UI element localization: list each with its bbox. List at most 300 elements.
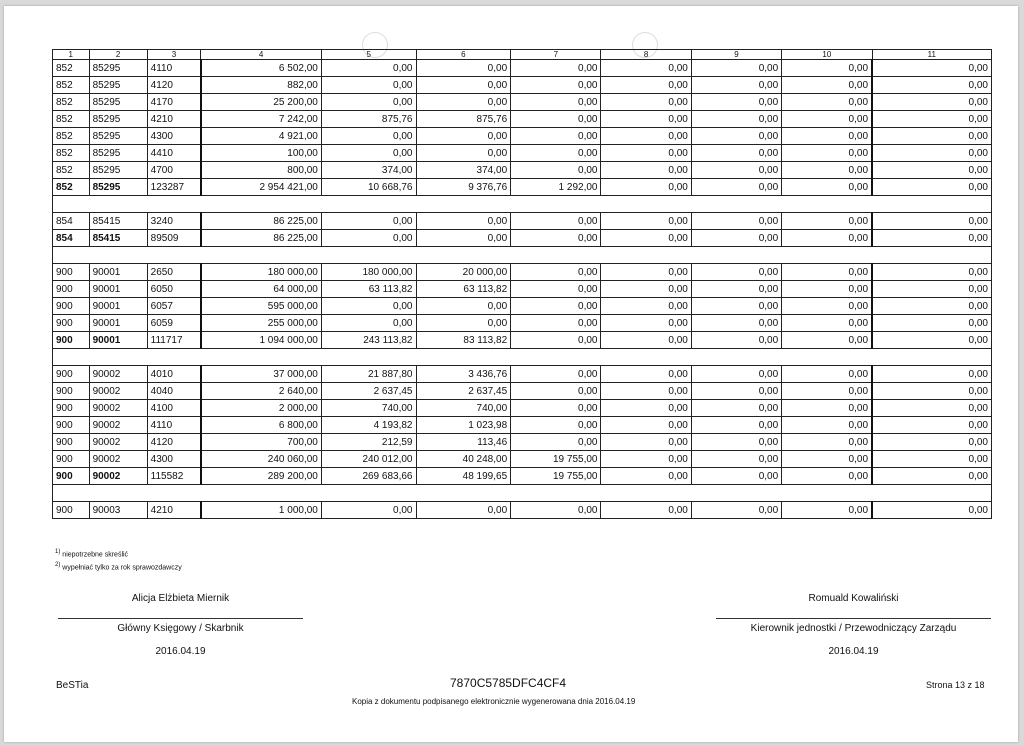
- table-row: [53, 145, 992, 162]
- table-cell: 0,00: [872, 77, 991, 94]
- page-number: Strona 13 z 18: [926, 680, 985, 690]
- table-cell: 6050: [147, 281, 201, 298]
- table-cell: 85295: [89, 60, 147, 77]
- table-cell: 0,00: [601, 77, 691, 94]
- table-cell: 255 000,00: [201, 315, 321, 332]
- table-cell: 0,00: [691, 145, 781, 162]
- table-cell: 64 000,00: [201, 281, 321, 298]
- table-cell: 19 755,00: [511, 468, 601, 485]
- table-cell: 0,00: [511, 60, 601, 77]
- table-cell: 90002: [89, 383, 147, 400]
- column-number-header: 11: [872, 50, 991, 60]
- block-separator: [53, 349, 992, 366]
- table-cell: 63 113,82: [416, 281, 511, 298]
- table-cell: 0,00: [511, 383, 601, 400]
- table-cell: 0,00: [691, 179, 781, 196]
- table-cell: 83 113,82: [416, 332, 511, 349]
- table-cell: 852: [53, 77, 90, 94]
- table-cell: 0,00: [782, 451, 872, 468]
- table-row: [53, 315, 992, 332]
- table-cell: 0,00: [601, 434, 691, 451]
- app-name: BeSTia: [56, 680, 89, 691]
- table-cell: 740,00: [416, 400, 511, 417]
- table-cell: 0,00: [416, 94, 511, 111]
- table-cell: 0,00: [782, 162, 872, 179]
- table-cell: 0,00: [782, 230, 872, 247]
- table-row: [53, 502, 992, 519]
- table-cell: 4040: [147, 383, 201, 400]
- table-summary-row: [53, 179, 992, 196]
- table-cell: 0,00: [511, 77, 601, 94]
- table-cell: 0,00: [691, 128, 781, 145]
- table-cell: 0,00: [872, 383, 991, 400]
- table-cell: 37 000,00: [201, 366, 321, 383]
- signature-line: [58, 618, 303, 619]
- table-row: [53, 77, 992, 94]
- table-cell: 0,00: [601, 230, 691, 247]
- table-cell: 0,00: [416, 128, 511, 145]
- table-cell: 180 000,00: [321, 264, 416, 281]
- table-cell: 123287: [147, 179, 201, 196]
- table-cell: 852: [53, 179, 90, 196]
- table-cell: 0,00: [872, 230, 991, 247]
- table-cell: 0,00: [872, 145, 991, 162]
- table-cell: 212,59: [321, 434, 416, 451]
- table-cell: 0,00: [782, 315, 872, 332]
- table-cell: 4120: [147, 434, 201, 451]
- table-cell: 0,00: [601, 60, 691, 77]
- table-cell: 0,00: [872, 94, 991, 111]
- table-cell: 852: [53, 162, 90, 179]
- table-cell: 0,00: [872, 298, 991, 315]
- table-cell: 0,00: [321, 502, 416, 519]
- column-number-header: 10: [782, 50, 872, 60]
- table-cell: 0,00: [321, 230, 416, 247]
- footnote-1: [55, 547, 182, 560]
- table-cell: 852: [53, 94, 90, 111]
- table-cell: 0,00: [782, 281, 872, 298]
- table-summary-row: [53, 468, 992, 485]
- separator-cell: [53, 247, 992, 264]
- footnote-mark: 2): [55, 562, 61, 569]
- table-cell: 85295: [89, 145, 147, 162]
- table-cell: 4300: [147, 451, 201, 468]
- table-cell: 0,00: [782, 60, 872, 77]
- table-cell: 0,00: [872, 162, 991, 179]
- column-number-header: 5: [321, 50, 416, 60]
- table-cell: 0,00: [691, 60, 781, 77]
- table-cell: 1 292,00: [511, 179, 601, 196]
- table-cell: 900: [53, 332, 90, 349]
- table-cell: 595 000,00: [201, 298, 321, 315]
- table-summary-row: [53, 332, 992, 349]
- table-cell: 85415: [89, 213, 147, 230]
- table-cell: 1 000,00: [201, 502, 321, 519]
- table-cell: 0,00: [872, 502, 991, 519]
- block-separator: [53, 247, 992, 264]
- table-cell: 1 094 000,00: [201, 332, 321, 349]
- footnote-2: [55, 560, 182, 573]
- table-cell: 900: [53, 451, 90, 468]
- table-cell: 0,00: [601, 281, 691, 298]
- table-cell: 4300: [147, 128, 201, 145]
- table-cell: 374,00: [321, 162, 416, 179]
- document-hash: 7870C5785DFC4CF4: [450, 676, 567, 690]
- table-cell: 0,00: [416, 502, 511, 519]
- table-cell: 0,00: [782, 417, 872, 434]
- table-cell: 7 242,00: [201, 111, 321, 128]
- table-cell: 900: [53, 264, 90, 281]
- table-cell: 0,00: [601, 111, 691, 128]
- table-cell: 0,00: [416, 60, 511, 77]
- financial-report-table: [52, 49, 992, 519]
- table-cell: 4120: [147, 77, 201, 94]
- table-cell: 0,00: [416, 298, 511, 315]
- table-cell: 0,00: [691, 451, 781, 468]
- table-cell: 6 800,00: [201, 417, 321, 434]
- table-cell: 852: [53, 60, 90, 77]
- table-cell: 0,00: [601, 264, 691, 281]
- table-row: [53, 94, 992, 111]
- table-cell: 0,00: [872, 179, 991, 196]
- footnote-mark: 1): [55, 549, 61, 555]
- table-cell: 0,00: [601, 179, 691, 196]
- footnote-text: wypełniać tylko za rok sprawozdawczy: [62, 564, 182, 572]
- block-separator: [53, 485, 992, 502]
- table-cell: 4 193,82: [321, 417, 416, 434]
- table-cell: 90002: [89, 417, 147, 434]
- table-row: [53, 162, 992, 179]
- table-cell: 0,00: [782, 213, 872, 230]
- table-cell: 0,00: [601, 383, 691, 400]
- table-cell: 243 113,82: [321, 332, 416, 349]
- footnotes: [55, 547, 182, 574]
- table-cell: 20 000,00: [416, 264, 511, 281]
- signature-date: 2016.04.19: [155, 646, 206, 657]
- table-cell: 2 954 421,00: [201, 179, 321, 196]
- table-cell: 0,00: [691, 298, 781, 315]
- table-cell: 3240: [147, 213, 201, 230]
- table-cell: 4100: [147, 400, 201, 417]
- table-row: [53, 400, 992, 417]
- table-cell: 0,00: [782, 502, 872, 519]
- table-cell: 0,00: [782, 400, 872, 417]
- table-cell: 4700: [147, 162, 201, 179]
- table-cell: 0,00: [601, 162, 691, 179]
- table-row: [53, 366, 992, 383]
- table-cell: 900: [53, 417, 90, 434]
- column-number-header: 7: [511, 50, 601, 60]
- table-cell: 875,76: [321, 111, 416, 128]
- table-cell: 100,00: [201, 145, 321, 162]
- copy-note: Kopia z dokumentu podpisanego elektronicznie wygenerowana dnia 2016.04.19: [352, 697, 636, 706]
- table-cell: 4210: [147, 502, 201, 519]
- table-cell: 0,00: [601, 315, 691, 332]
- table-cell: 9 376,76: [416, 179, 511, 196]
- table-cell: 900: [53, 502, 90, 519]
- table-cell: 0,00: [511, 230, 601, 247]
- table-cell: 4 921,00: [201, 128, 321, 145]
- table-cell: 0,00: [691, 366, 781, 383]
- table-cell: 85415: [89, 230, 147, 247]
- table-cell: 0,00: [782, 179, 872, 196]
- table-cell: 4110: [147, 60, 201, 77]
- table-cell: 0,00: [782, 94, 872, 111]
- signature-date: 2016.04.19: [828, 646, 879, 657]
- table-cell: 0,00: [321, 298, 416, 315]
- table-cell: 0,00: [511, 145, 601, 162]
- table-cell: 0,00: [872, 281, 991, 298]
- table-cell: 0,00: [782, 128, 872, 145]
- table-cell: 0,00: [782, 434, 872, 451]
- block-separator: [53, 196, 992, 213]
- table-cell: 2 637,45: [321, 383, 416, 400]
- separator-cell: [53, 196, 992, 213]
- table-cell: 0,00: [782, 111, 872, 128]
- table-cell: 0,00: [321, 94, 416, 111]
- table-cell: 0,00: [691, 281, 781, 298]
- table-cell: 900: [53, 434, 90, 451]
- table-cell: 374,00: [416, 162, 511, 179]
- table-cell: 0,00: [691, 468, 781, 485]
- table-cell: 0,00: [321, 213, 416, 230]
- table-cell: 289 200,00: [201, 468, 321, 485]
- table-cell: 0,00: [511, 332, 601, 349]
- table-cell: 852: [53, 145, 90, 162]
- table-row: [53, 383, 992, 400]
- table-row: [53, 213, 992, 230]
- table-cell: 180 000,00: [201, 264, 321, 281]
- table-cell: 85295: [89, 162, 147, 179]
- table-cell: 90001: [89, 315, 147, 332]
- table-cell: 0,00: [691, 383, 781, 400]
- table-cell: 10 668,76: [321, 179, 416, 196]
- table-cell: 900: [53, 383, 90, 400]
- table-cell: 740,00: [321, 400, 416, 417]
- table-cell: 48 199,65: [416, 468, 511, 485]
- signer-role: Kierownik jednostki / Przewodniczący Zarządu: [750, 623, 957, 634]
- table-cell: 0,00: [511, 502, 601, 519]
- table-cell: 900: [53, 400, 90, 417]
- table-cell: 1 023,98: [416, 417, 511, 434]
- table-cell: 40 248,00: [416, 451, 511, 468]
- table-cell: 21 887,80: [321, 366, 416, 383]
- table-cell: 854: [53, 213, 90, 230]
- table-cell: 0,00: [872, 451, 991, 468]
- table-cell: 0,00: [872, 111, 991, 128]
- table-cell: 0,00: [321, 77, 416, 94]
- table-cell: 0,00: [416, 145, 511, 162]
- column-number-row: [53, 50, 992, 60]
- table-cell: 0,00: [511, 315, 601, 332]
- table-cell: 4170: [147, 94, 201, 111]
- table-cell: 0,00: [691, 94, 781, 111]
- table-cell: 0,00: [872, 468, 991, 485]
- table-cell: 90001: [89, 298, 147, 315]
- table-cell: 900: [53, 315, 90, 332]
- table-cell: 90002: [89, 366, 147, 383]
- table-cell: 0,00: [601, 145, 691, 162]
- signer-name: Romuald Kowaliński: [808, 593, 899, 604]
- table-row: [53, 128, 992, 145]
- table-cell: 0,00: [691, 264, 781, 281]
- table-cell: 113,46: [416, 434, 511, 451]
- table-cell: 0,00: [782, 145, 872, 162]
- table-cell: 90001: [89, 264, 147, 281]
- footnote-text: niepotrzebne skreślić: [62, 551, 129, 559]
- table-cell: 0,00: [601, 451, 691, 468]
- column-number-header: 4: [201, 50, 321, 60]
- table-cell: 0,00: [872, 60, 991, 77]
- table-cell: 0,00: [321, 145, 416, 162]
- table-cell: 0,00: [691, 230, 781, 247]
- table-cell: 0,00: [782, 383, 872, 400]
- table-cell: 115582: [147, 468, 201, 485]
- table-cell: 86 225,00: [201, 230, 321, 247]
- table-row: [53, 451, 992, 468]
- table-cell: 0,00: [782, 366, 872, 383]
- table-cell: 0,00: [511, 298, 601, 315]
- table-cell: 0,00: [601, 94, 691, 111]
- table-cell: 90001: [89, 332, 147, 349]
- signer-role: Główny Księgowy / Skarbnik: [117, 623, 244, 634]
- table-row: [53, 111, 992, 128]
- column-number-header: 6: [416, 50, 511, 60]
- table-cell: 4110: [147, 417, 201, 434]
- table-cell: 0,00: [511, 417, 601, 434]
- table-cell: 3 436,76: [416, 366, 511, 383]
- table-cell: 0,00: [782, 298, 872, 315]
- table-cell: 900: [53, 298, 90, 315]
- table-cell: 240 012,00: [321, 451, 416, 468]
- table-cell: 0,00: [872, 400, 991, 417]
- column-number-header: 1: [53, 50, 90, 60]
- column-number-header: 9: [691, 50, 781, 60]
- table-cell: 4410: [147, 145, 201, 162]
- table-cell: 19 755,00: [511, 451, 601, 468]
- table-cell: 0,00: [511, 400, 601, 417]
- table-cell: 4210: [147, 111, 201, 128]
- table-summary-row: [53, 230, 992, 247]
- table-cell: 85295: [89, 179, 147, 196]
- table-cell: 0,00: [872, 264, 991, 281]
- table-cell: 0,00: [321, 60, 416, 77]
- table-cell: 2 000,00: [201, 400, 321, 417]
- table-cell: 0,00: [872, 434, 991, 451]
- table-cell: 4010: [147, 366, 201, 383]
- table-cell: 240 060,00: [201, 451, 321, 468]
- separator-cell: [53, 349, 992, 366]
- table-cell: 0,00: [782, 77, 872, 94]
- table-cell: 0,00: [511, 213, 601, 230]
- table-row: [53, 60, 992, 77]
- table-cell: 0,00: [601, 400, 691, 417]
- table-cell: 0,00: [321, 128, 416, 145]
- table-cell: 0,00: [321, 315, 416, 332]
- table-cell: 86 225,00: [201, 213, 321, 230]
- column-number-header: 3: [147, 50, 201, 60]
- table-cell: 85295: [89, 94, 147, 111]
- table-cell: 852: [53, 111, 90, 128]
- table-cell: 0,00: [691, 111, 781, 128]
- table-cell: 25 200,00: [201, 94, 321, 111]
- table-cell: 2 637,45: [416, 383, 511, 400]
- signature-chief-accountant: [58, 593, 303, 657]
- table-cell: 0,00: [872, 332, 991, 349]
- table-cell: 0,00: [691, 502, 781, 519]
- table-cell: 111717: [147, 332, 201, 349]
- signature-line: [716, 618, 991, 619]
- table-cell: 0,00: [511, 128, 601, 145]
- table-cell: 2650: [147, 264, 201, 281]
- table-cell: 0,00: [601, 332, 691, 349]
- table-cell: 900: [53, 366, 90, 383]
- table-cell: 0,00: [782, 468, 872, 485]
- table-cell: 0,00: [691, 400, 781, 417]
- table-cell: 0,00: [691, 417, 781, 434]
- table-cell: 0,00: [416, 315, 511, 332]
- table-cell: 90001: [89, 281, 147, 298]
- signer-name: Alicja Elżbieta Miernik: [131, 593, 230, 604]
- table-cell: 0,00: [601, 468, 691, 485]
- table-cell: 875,76: [416, 111, 511, 128]
- table-row: [53, 281, 992, 298]
- table-cell: 0,00: [601, 417, 691, 434]
- table-cell: 0,00: [511, 264, 601, 281]
- table-cell: 0,00: [511, 434, 601, 451]
- table-cell: 0,00: [872, 128, 991, 145]
- table-cell: 90002: [89, 400, 147, 417]
- table-cell: 0,00: [511, 111, 601, 128]
- signature-unit-head: [716, 593, 991, 657]
- table-cell: 0,00: [872, 315, 991, 332]
- table-cell: 0,00: [511, 281, 601, 298]
- table-cell: 0,00: [601, 213, 691, 230]
- table-cell: 0,00: [601, 366, 691, 383]
- table-cell: 269 683,66: [321, 468, 416, 485]
- table-cell: 0,00: [872, 366, 991, 383]
- table-cell: 0,00: [691, 332, 781, 349]
- table-cell: 0,00: [511, 162, 601, 179]
- table-cell: 0,00: [782, 332, 872, 349]
- table-cell: 700,00: [201, 434, 321, 451]
- table-cell: 85295: [89, 111, 147, 128]
- column-number-header: 2: [89, 50, 147, 60]
- table-cell: 90002: [89, 451, 147, 468]
- table-row: [53, 264, 992, 281]
- table-cell: 90002: [89, 434, 147, 451]
- table-cell: 0,00: [416, 230, 511, 247]
- table-cell: 0,00: [601, 502, 691, 519]
- table-row: [53, 417, 992, 434]
- column-number-header: 8: [601, 50, 691, 60]
- table-cell: 0,00: [872, 213, 991, 230]
- table-cell: 0,00: [872, 417, 991, 434]
- table-cell: 0,00: [691, 77, 781, 94]
- table-cell: 0,00: [691, 213, 781, 230]
- table-row: [53, 298, 992, 315]
- table-cell: 0,00: [691, 162, 781, 179]
- table-cell: 85295: [89, 128, 147, 145]
- table-cell: 900: [53, 281, 90, 298]
- table-cell: 0,00: [511, 94, 601, 111]
- table-cell: 852: [53, 128, 90, 145]
- table-cell: 90003: [89, 502, 147, 519]
- table-cell: 0,00: [691, 315, 781, 332]
- table-cell: 0,00: [782, 264, 872, 281]
- table-cell: 0,00: [511, 366, 601, 383]
- table-cell: 6059: [147, 315, 201, 332]
